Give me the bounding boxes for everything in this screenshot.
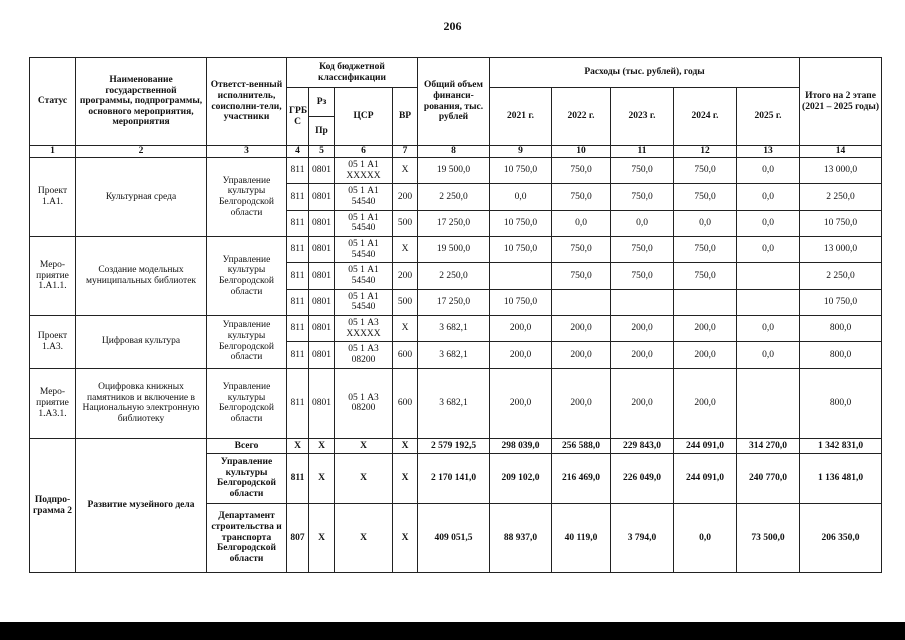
cell-vr: X xyxy=(393,315,418,341)
cell-2021: 10 750,0 xyxy=(490,236,552,262)
cell-sum: 2 250,0 xyxy=(800,184,882,210)
cell-csr: 05 1 А3 XXXXX xyxy=(335,315,393,341)
cell-2025: 314 270,0 xyxy=(737,439,800,453)
cell-grbs: 807 xyxy=(287,504,309,573)
cell-2021: 200,0 xyxy=(490,315,552,341)
cell-rz: 0801 xyxy=(309,289,335,315)
cell-total: 17 250,0 xyxy=(418,289,490,315)
cell-2021: 298 039,0 xyxy=(490,439,552,453)
cell-total: 19 500,0 xyxy=(418,236,490,262)
cell-csr: 05 1 А1 XXXXX xyxy=(335,158,393,184)
cell-2023: 750,0 xyxy=(611,158,674,184)
cell-csr: 05 1 А1 54540 xyxy=(335,210,393,236)
cell-2023: 750,0 xyxy=(611,236,674,262)
cell-2022: 750,0 xyxy=(552,158,611,184)
header-year: 2025 г. xyxy=(737,88,800,146)
cell-rz: X xyxy=(309,439,335,453)
cell-total: 409 051,5 xyxy=(418,504,490,573)
cell-total: 19 500,0 xyxy=(418,158,490,184)
cell-vr: X xyxy=(393,158,418,184)
row-responsible: Управление культуры Белгородской области xyxy=(207,453,287,504)
header-stage-total: Итого на 2 этапе (2021 – 2025 годы) xyxy=(800,58,882,146)
row-name: Культурная среда xyxy=(76,158,207,237)
cell-2024: 0,0 xyxy=(674,210,737,236)
cell-rz: 0801 xyxy=(309,184,335,210)
header-name: Наименование государственной программы, подпрограммы, основного мероприятия, мероприятия xyxy=(76,58,207,146)
cell-2025: 0,0 xyxy=(737,315,800,341)
cell-2021: 209 102,0 xyxy=(490,453,552,504)
cell-sum: 1 136 481,0 xyxy=(800,453,882,504)
cell-2022: 750,0 xyxy=(552,184,611,210)
cell-2023: 229 843,0 xyxy=(611,439,674,453)
header-year: 2021 г. xyxy=(490,88,552,146)
cell-grbs: 811 xyxy=(287,315,309,341)
cell-grbs: X xyxy=(287,439,309,453)
header-year: 2022 г. xyxy=(552,88,611,146)
row-responsible: Управление культуры Белгородской области xyxy=(207,158,287,237)
cell-2025: 0,0 xyxy=(737,342,800,368)
cell-2024 xyxy=(674,289,737,315)
page-number: 206 xyxy=(443,19,462,33)
cell-csr: X xyxy=(335,453,393,504)
row-name: Цифровая культура xyxy=(76,315,207,368)
column-number: 6 xyxy=(335,146,393,158)
cell-total: 17 250,0 xyxy=(418,210,490,236)
row-name: Оцифровка книжных памятников и включение в Национальную электронную библиотеку xyxy=(76,368,207,439)
cell-2024: 244 091,0 xyxy=(674,453,737,504)
column-number: 14 xyxy=(800,146,882,158)
column-number: 10 xyxy=(552,146,611,158)
cell-rz: 0801 xyxy=(309,342,335,368)
cell-vr: 200 xyxy=(393,263,418,289)
scan-bottom-edge xyxy=(0,622,905,640)
row-status: Проект 1.А3. xyxy=(30,315,76,368)
row-responsible: Управление культуры Белгородской области xyxy=(207,315,287,368)
cell-sum: 2 250,0 xyxy=(800,263,882,289)
row-responsible: Управление культуры Белгородской области xyxy=(207,236,287,315)
column-number: 9 xyxy=(490,146,552,158)
column-number: 5 xyxy=(309,146,335,158)
row-status: Меро-приятие 1.А1.1. xyxy=(30,236,76,315)
column-number: 12 xyxy=(674,146,737,158)
cell-2022: 200,0 xyxy=(552,342,611,368)
cell-grbs: 811 xyxy=(287,236,309,262)
cell-2023: 0,0 xyxy=(611,210,674,236)
cell-2025 xyxy=(737,289,800,315)
cell-csr: X xyxy=(335,439,393,453)
cell-2022: 40 119,0 xyxy=(552,504,611,573)
cell-2021: 0,0 xyxy=(490,184,552,210)
column-number: 2 xyxy=(76,146,207,158)
cell-2024: 750,0 xyxy=(674,263,737,289)
cell-grbs: 811 xyxy=(287,368,309,439)
cell-2022: 0,0 xyxy=(552,210,611,236)
cell-csr: 05 1 А1 54540 xyxy=(335,289,393,315)
cell-csr: 05 1 А1 54540 xyxy=(335,263,393,289)
header-total-volume: Общий объем финанси-рования, тыс. рублей xyxy=(418,58,490,146)
cell-2024: 244 091,0 xyxy=(674,439,737,453)
cell-vr: 500 xyxy=(393,210,418,236)
cell-total: 2 579 192,5 xyxy=(418,439,490,453)
cell-vr: 600 xyxy=(393,368,418,439)
cell-2025: 0,0 xyxy=(737,236,800,262)
cell-total: 2 170 141,0 xyxy=(418,453,490,504)
table-header xyxy=(30,58,882,158)
cell-sum: 10 750,0 xyxy=(800,289,882,315)
row-name: Развитие музейного дела xyxy=(76,439,207,573)
cell-2022: 750,0 xyxy=(552,263,611,289)
cell-2024: 200,0 xyxy=(674,368,737,439)
column-number: 7 xyxy=(393,146,418,158)
header-grbs: ГРБ С xyxy=(287,88,309,146)
cell-2024: 200,0 xyxy=(674,342,737,368)
column-number: 8 xyxy=(418,146,490,158)
cell-sum: 1 342 831,0 xyxy=(800,439,882,453)
cell-2021 xyxy=(490,263,552,289)
cell-2023: 200,0 xyxy=(611,368,674,439)
table-row-total xyxy=(30,439,882,453)
cell-total: 2 250,0 xyxy=(418,263,490,289)
cell-2022: 256 588,0 xyxy=(552,439,611,453)
cell-sum: 800,0 xyxy=(800,315,882,341)
cell-sum: 800,0 xyxy=(800,342,882,368)
cell-grbs: 811 xyxy=(287,184,309,210)
header-rz: Рз xyxy=(309,88,335,117)
cell-2021: 10 750,0 xyxy=(490,158,552,184)
cell-2022: 200,0 xyxy=(552,368,611,439)
cell-2025 xyxy=(737,263,800,289)
cell-grbs: 811 xyxy=(287,263,309,289)
cell-2025: 0,0 xyxy=(737,158,800,184)
cell-vr: 500 xyxy=(393,289,418,315)
cell-2025: 73 500,0 xyxy=(737,504,800,573)
cell-grbs: 811 xyxy=(287,342,309,368)
cell-total: 3 682,1 xyxy=(418,342,490,368)
cell-2024: 750,0 xyxy=(674,184,737,210)
cell-total: 3 682,1 xyxy=(418,368,490,439)
header-expenses: Расходы (тыс. рублей), годы xyxy=(490,58,800,88)
cell-vr: 200 xyxy=(393,184,418,210)
cell-rz: 0801 xyxy=(309,158,335,184)
row-status: Проект 1.А1. xyxy=(30,158,76,237)
table-row xyxy=(30,315,882,341)
cell-2021: 88 937,0 xyxy=(490,504,552,573)
cell-rz: 0801 xyxy=(309,315,335,341)
cell-grbs: 811 xyxy=(287,453,309,504)
cell-2022: 216 469,0 xyxy=(552,453,611,504)
cell-vr: X xyxy=(393,453,418,504)
row-responsible: Всего xyxy=(207,439,287,453)
cell-2021: 10 750,0 xyxy=(490,289,552,315)
cell-2023 xyxy=(611,289,674,315)
cell-2022: 200,0 xyxy=(552,315,611,341)
cell-2021: 10 750,0 xyxy=(490,210,552,236)
cell-2025 xyxy=(737,368,800,439)
cell-total: 2 250,0 xyxy=(418,184,490,210)
cell-2023: 200,0 xyxy=(611,315,674,341)
header-year: 2024 г. xyxy=(674,88,737,146)
cell-2023: 3 794,0 xyxy=(611,504,674,573)
column-number: 3 xyxy=(207,146,287,158)
row-name: Создание модельных муниципальных библиотек xyxy=(76,236,207,315)
cell-vr: X xyxy=(393,439,418,453)
cell-sum: 13 000,0 xyxy=(800,158,882,184)
table-row xyxy=(30,368,882,439)
header-year: 2023 г. xyxy=(611,88,674,146)
column-number: 4 xyxy=(287,146,309,158)
cell-sum: 10 750,0 xyxy=(800,210,882,236)
cell-rz: 0801 xyxy=(309,263,335,289)
header-csr: ЦСР xyxy=(335,88,393,146)
cell-sum: 13 000,0 xyxy=(800,236,882,262)
cell-2023: 226 049,0 xyxy=(611,453,674,504)
row-responsible: Управление культуры Белгородской области xyxy=(207,368,287,439)
cell-2021: 200,0 xyxy=(490,342,552,368)
cell-vr: 600 xyxy=(393,342,418,368)
budget-table xyxy=(29,57,882,573)
cell-rz: 0801 xyxy=(309,236,335,262)
header-pr: Пр xyxy=(309,117,335,146)
cell-rz: 0801 xyxy=(309,368,335,439)
cell-2022: 750,0 xyxy=(552,236,611,262)
cell-csr: 05 1 А3 08200 xyxy=(335,368,393,439)
cell-2023: 200,0 xyxy=(611,342,674,368)
cell-csr: 05 1 А1 54540 xyxy=(335,236,393,262)
cell-2025: 0,0 xyxy=(737,210,800,236)
row-responsible: Департамент строительства и транспорта Белгородской области xyxy=(207,504,287,573)
cell-2021: 200,0 xyxy=(490,368,552,439)
cell-total: 3 682,1 xyxy=(418,315,490,341)
header-responsible: Ответст-венный исполнитель, соисполни-тели, участники xyxy=(207,58,287,146)
cell-rz: 0801 xyxy=(309,210,335,236)
header-status: Статус xyxy=(30,58,76,146)
cell-2024: 0,0 xyxy=(674,504,737,573)
cell-vr: X xyxy=(393,504,418,573)
column-number: 1 xyxy=(30,146,76,158)
cell-2023: 750,0 xyxy=(611,263,674,289)
cell-grbs: 811 xyxy=(287,158,309,184)
table-row xyxy=(30,236,882,262)
cell-2024: 200,0 xyxy=(674,315,737,341)
column-number: 11 xyxy=(611,146,674,158)
cell-2024: 750,0 xyxy=(674,158,737,184)
cell-csr: X xyxy=(335,504,393,573)
cell-grbs: 811 xyxy=(287,210,309,236)
cell-rz: X xyxy=(309,504,335,573)
cell-sum: 800,0 xyxy=(800,368,882,439)
cell-rz: X xyxy=(309,453,335,504)
column-number: 13 xyxy=(737,146,800,158)
header-budget-code: Код бюджетной классификации xyxy=(287,58,418,88)
cell-sum: 206 350,0 xyxy=(800,504,882,573)
cell-2025: 240 770,0 xyxy=(737,453,800,504)
cell-2022 xyxy=(552,289,611,315)
cell-2024: 750,0 xyxy=(674,236,737,262)
cell-grbs: 811 xyxy=(287,289,309,315)
table-row xyxy=(30,158,882,184)
row-status: Меро-приятие 1.А3.1. xyxy=(30,368,76,439)
cell-2023: 750,0 xyxy=(611,184,674,210)
cell-vr: X xyxy=(393,236,418,262)
cell-csr: 05 1 А3 08200 xyxy=(335,342,393,368)
header-vr: ВР xyxy=(393,88,418,146)
cell-csr: 05 1 А1 54540 xyxy=(335,184,393,210)
cell-2025: 0,0 xyxy=(737,184,800,210)
row-status: Подпро-грамма 2 xyxy=(30,439,76,573)
